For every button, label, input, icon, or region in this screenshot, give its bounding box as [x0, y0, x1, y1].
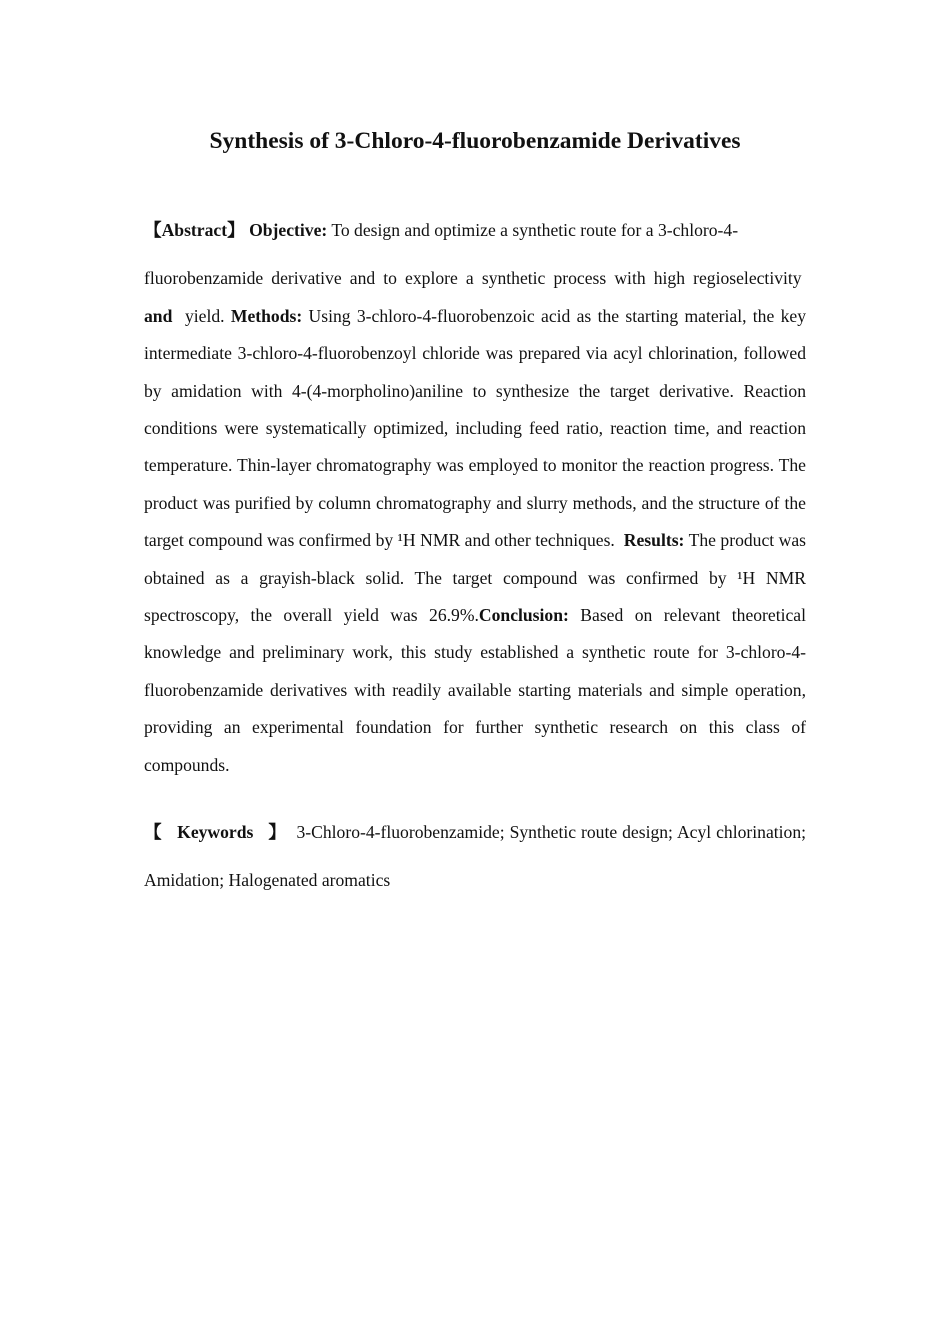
objective-and: and	[144, 305, 173, 326]
conclusion-text: Based on relevant theoretical knowledge and preliminary work, this study established a synthetic route for 3-chloro-4-fluorobenzamide derivatives with readily available starting materials and simple operation, providing an experimental foundation for further synthetic research on this class of compounds.	[144, 605, 807, 775]
conclusion-label: Conclusion:	[478, 605, 569, 626]
results-label: Results:	[623, 530, 685, 551]
paper-title: Synthesis of 3-Chloro-4-fluorobenzamide Derivatives	[209, 128, 741, 154]
methods-label: Methods:	[230, 305, 303, 326]
abstract-paragraph	[144, 212, 806, 784]
abstract-label: 【Abstract】	[144, 220, 245, 240]
keywords-label: 【 Keywords 】	[144, 822, 287, 842]
objective-text-3: yield.	[184, 305, 225, 326]
results-text: The product was obtained as a grayish-black solid. The target compound was confirmed by ¹H NMR spectroscopy, the overall yield was 26.9%.	[144, 530, 806, 626]
objective-text-2: fluorobenzamide derivative and to explore a synthetic process with high regioselectivity	[144, 268, 802, 289]
objective-label: Objective:	[249, 220, 328, 240]
objective-text-1: To design and optimize a synthetic route for a 3-chloro-4-	[331, 220, 739, 240]
keywords-paragraph	[144, 808, 806, 904]
methods-text: Using 3-chloro-4-fluorobenzoic acid as the starting material, the key intermediate 3-chloro-4-fluorobenzoyl chloride was prepared via acyl chlorination, followed by amidation with 4-(4-morpholino)aniline to synthesize the target derivative. Reaction conditions were systematically optimized, including feed ratio, reaction time, and reaction temperature. Thin-layer chromatography was employed to monitor the reaction progress. The product was purified by column chromatography and slurry methods, and the structure of the target compound was confirmed by ¹H NMR and other techniques.	[144, 305, 806, 551]
keywords-text: 3-Chloro-4-fluorobenzamide; Synthetic route design; Acyl chlorination; Amidation; Halogenated aromatics	[144, 822, 807, 890]
abstract-line-gap	[144, 249, 806, 260]
